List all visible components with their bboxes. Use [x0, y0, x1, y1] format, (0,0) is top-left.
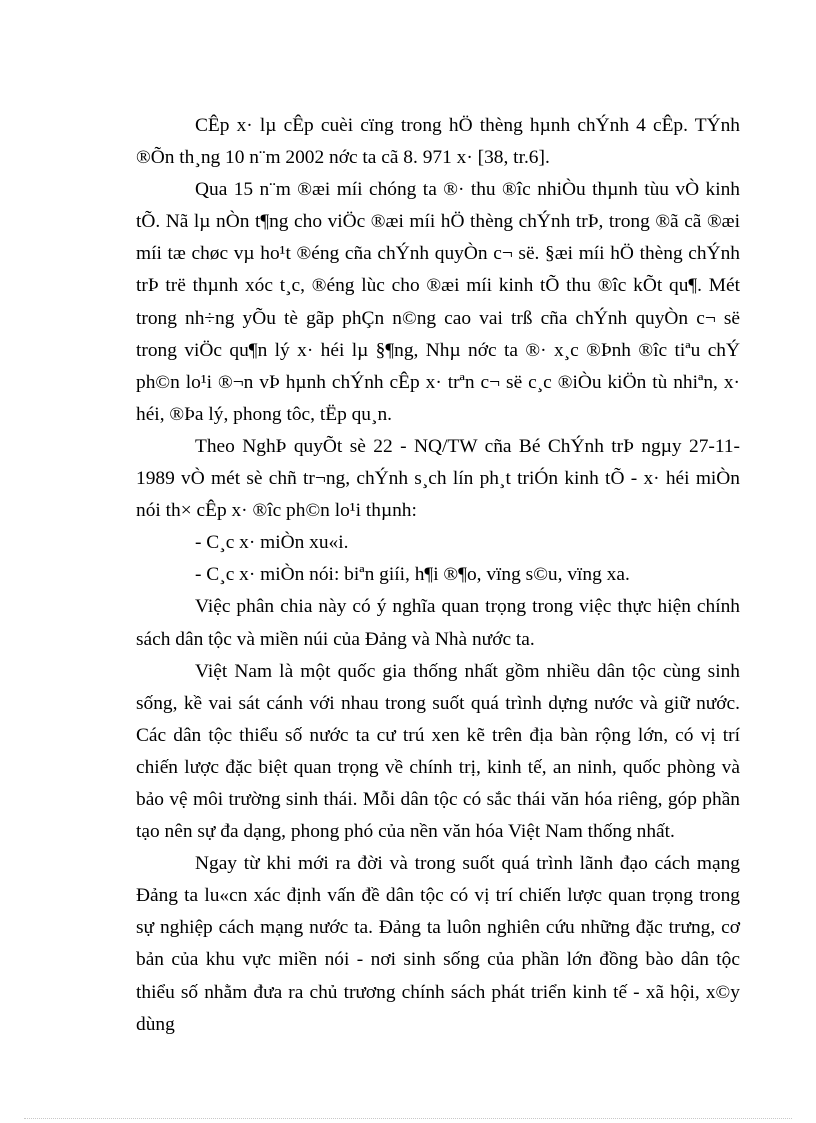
paragraph-2: Qua 15 n¨m ®æi míi chóng ta ®· thu ®îc nhiÒu thµnh tùu vÒ kinh tÕ. Nã lµ nÒn t¶ng cho viÖc ®æi míi hÖ thèng chÝnh trÞ, trong ®ã cã ®æi míi tæ chøc vµ ho¹t ®éng cña chÝnh quyÒn c¬ së. §æi míi hÖ thèng chÝnh trÞ trë thµnh xóc t¸c, ®éng lùc cho ®æi míi kinh tÕ thu ®îc kÕt qu¶. Mét trong nh÷ng yÕu tè gãp phÇn n©ng cao vai trß cña chÝnh quyÒn c¬ së trong viÖc qu¶n lý x· héi lµ §¶ng, Nhµ nớc ta ®· x¸c ®Þnh ®îc tiªu chÝ ph©n lo¹i ®¬n vÞ hµnh chÝnh cÊp x· trªn c¬ së c¸c ®iÒu kiÖn tù nhiªn, x· héi, ®Þa lý, phong tôc, tËp qu¸n.	[136, 179, 740, 425]
paragraph-1: CÊp x· lµ cÊp cuèi cïng trong hÖ thèng hµnh chÝnh 4 cÊp. TÝnh ®Õn th¸ng 10 n¨m 2002 nớc ta cã 8. 971 x· [38, tr.6].	[136, 115, 740, 169]
paragraph-5: Việt Nam là một quốc gia thống nhất gồm nhiều dân tộc cùng sinh sống, kề vai sát cánh với nhau trong suốt quá trình dựng nước và giữ nước. Các dân tộc thiểu số nước ta cư trú xen kẽ trên địa bàn rộng lớn, có vị trí chiến lược đặc biệt quan trọng về chính trị, kinh tế, an ninh, quốc phòng và bảo vệ môi trường sinh thái. Mỗi dân tộc có sắc thái văn hóa riêng, góp phần tạo nên sự đa dạng, phong phó của nền văn hóa Việt Nam thống nhất.	[136, 660, 740, 843]
paragraph-3: Theo NghÞ quyÕt sè 22 - NQ/TW cña Bé ChÝnh trÞ ngµy 27-11-1989 vÒ mét sè chñ tr¬ng, chÝnh s¸ch lín ph¸t triÓn kinh tÕ - x· héi miÒn nói th× cÊp x· ®îc ph©n lo¹i thµnh:	[136, 435, 740, 522]
paragraph-6: Ngay từ khi mới ra đời và trong suốt quá trình lãnh đạo cách mạng Đảng ta lu«cn xác định vấn đề dân tộc có vị trí chiến lược quan trọng trong sự nghiệp cách mạng nước ta. Đảng ta luôn nghiên cứu những đặc trưng, cơ bản của khu vực miền nói - nơi sinh sống của phần lớn đồng bào dân tộc thiểu số nhằm đưa ra chủ trương chính sách phát triển kinh tế - xã hội, x©y dùng	[136, 853, 740, 1035]
paragraph-4: Việc phân chia này có ý nghĩa quan trọng trong việc thực hiện chính sách dân tộc và miền núi của Đảng và Nhà nước ta.	[136, 596, 740, 650]
list-item-highland: - C¸c x· miÒn nói: biªn giíi, h¶i ®¶o, vïng s©u, vïng xa.	[195, 564, 630, 586]
document-body	[136, 110, 740, 1041]
list-item-lowland: - C¸c x· miÒn xu«i.	[195, 532, 349, 554]
page-bottom-divider	[24, 1118, 792, 1119]
